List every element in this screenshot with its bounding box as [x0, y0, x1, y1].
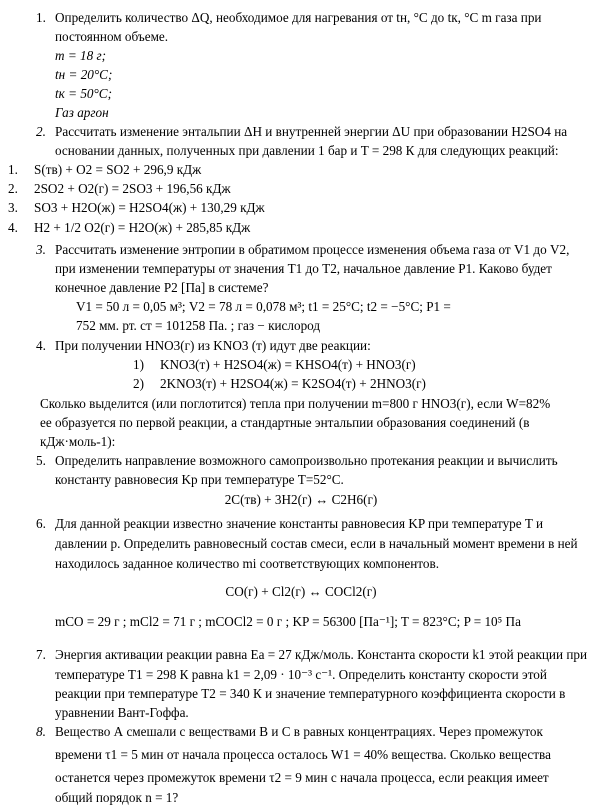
problem-4-line-3: ее образуется по первой реакции, а стандартные энтальпии образования соединений (в [40, 415, 530, 430]
problem-5-equation: 2C(тв) + 3H2(г) ↔ C2H6(г) [224, 492, 378, 507]
problem-8-number: 8. [36, 724, 46, 739]
problem-6-line-2: давлении p. Определить равновесный состав смеси, если в начальный момент времени в ней [55, 536, 578, 551]
problem-8-line-2: времени τ1 = 5 мин от начала процесса осталось W1 = 40% вещества. Сколько вещества [55, 747, 551, 762]
problem-8-line-3: останется через промежуток времени τ2 = 9 мин с начала процесса, если реакция имеет [55, 770, 549, 785]
problem-1-given-mass: m = 18 г; [55, 48, 107, 63]
problem-7-number: 7. [36, 647, 46, 662]
problem-2-reaction-4: H2 + 1/2 O2(г) = H2O(ж) + 285,85 кДж [34, 220, 251, 235]
problem-2-reaction-1: S(тв) + O2 = SO2 + 296,9 кДж [34, 162, 202, 177]
problem-7-line-4: уравнении Вант-Гоффа. [55, 705, 189, 720]
problem-3-given-line-2: 752 мм. рт. ст = 101258 Па. ; газ − кислород [76, 318, 321, 333]
problem-2-reaction-4-number: 4. [8, 220, 18, 235]
problem-7-line-3: реакции при температуре T2 = 340 К и значение температурного коэффициента скорости в [55, 686, 566, 701]
problem-7-line-1: Энергия активации реакции равна Ea = 27 кДж/моль. Константа скорости k1 этой реакции при [55, 647, 588, 662]
problem-6-data-line: mCO = 29 г ; mCl2 = 71 г ; mCOCl2 = 0 г ; KP = 56300 [Па⁻¹]; T = 823°C; P = 10⁵ Па [55, 614, 521, 629]
problem-6-equation: CO(г) + Cl2(г) ↔ COCl2(г) [225, 584, 377, 599]
problem-1-given-tk: tк = 50°C; [55, 86, 112, 101]
problem-6-number: 6. [36, 516, 46, 531]
problem-4-number: 4. [36, 338, 46, 353]
problem-2-number: 2. [36, 124, 46, 139]
problem-5-line-2: константу равновесия Kр при температуре T=52°C. [55, 472, 344, 487]
problem-8-line-4: общий порядок n = 1? [55, 790, 179, 805]
problem-8-line-1: Вещество А смешали с веществами В и С в равных концентрациях. Через промежуток [55, 724, 543, 739]
problem-1-number: 1. [36, 10, 46, 25]
problem-1-line-2: постоянном объеме. [55, 29, 169, 44]
problem-2-reaction-2: 2SO2 + O2(г) = 2SO3 + 196,56 кДж [34, 181, 231, 196]
problem-3-given-line-1: V1 = 50 л = 0,05 м³; V2 = 78 л = 0,078 м³; t1 = 25°C; t2 = −5°C; P1 = [76, 299, 451, 314]
problem-3-line-3: конечное давление P2 [Па] в системе? [55, 280, 269, 295]
problem-1-line-1: Определить количество ΔQ, необходимое для нагревания от tн, °C до tк, °C m газа при [55, 10, 542, 25]
problem-2-reaction-3: SO3 + H2O(ж) = H2SO4(ж) + 130,29 кДж [34, 200, 265, 215]
problem-4-line-1: При получении HNO3(г) из KNO3 (т) идут две реакции: [55, 338, 371, 353]
problem-3-line-2: при изменении температуры от значения T1 до T2, начальное давление P1. Каково будет [55, 261, 552, 276]
problem-6-line-1: Для данной реакции известно значение константы равновесия KP при температуре T и [55, 516, 544, 531]
problem-7-line-2: температуре T1 = 298 К равна k1 = 2,09 · 10⁻³ с⁻¹. Определить константу скорости этой [55, 667, 547, 682]
problem-1-given-tn: tн = 20°C; [55, 67, 113, 82]
problem-2-line-2: основании данных, полученных при давлении 1 бар и T = 298 К для следующих реакций: [55, 143, 559, 158]
problem-4-reaction-2: 2KNO3(т) + H2SO4(ж) = K2SO4(т) + 2HNO3(г) [160, 376, 426, 391]
problem-2-line-1: Рассчитать изменение энтальпии ΔH и внутренней энергии ΔU при образовании H2SO4 на [55, 124, 568, 139]
problem-5-number: 5. [36, 453, 46, 468]
problem-4-line-4: кДж·моль-1): [40, 434, 116, 449]
problem-1-given-gas: Газ аргон [55, 105, 109, 120]
problem-4-reaction-1: KNO3(т) + H2SO4(ж) = KHSO4(т) + HNO3(г) [160, 357, 416, 372]
problem-4-line-2: Сколько выделится (или поглотится) тепла при получении m=800 г HNO3(г), если W=82% [40, 396, 551, 411]
problem-2-reaction-3-number: 3. [8, 200, 18, 215]
problem-6-line-3: находилось заданное количество mi соответствующих компонентов. [55, 556, 440, 571]
problem-3-number: 3. [36, 242, 46, 257]
problem-4-reaction-1-number: 1) [133, 357, 144, 372]
problem-3-line-1: Рассчитать изменение энтропии в обратимом процессе изменения объема газа от V1 до V2, [55, 242, 570, 257]
problem-2-reaction-1-number: 1. [8, 162, 18, 177]
problem-2-reaction-2-number: 2. [8, 181, 18, 196]
problem-4-reaction-2-number: 2) [133, 376, 144, 391]
problem-5-line-1: Определить направление возможного самопроизвольно протекания реакции и вычислить [55, 453, 558, 468]
